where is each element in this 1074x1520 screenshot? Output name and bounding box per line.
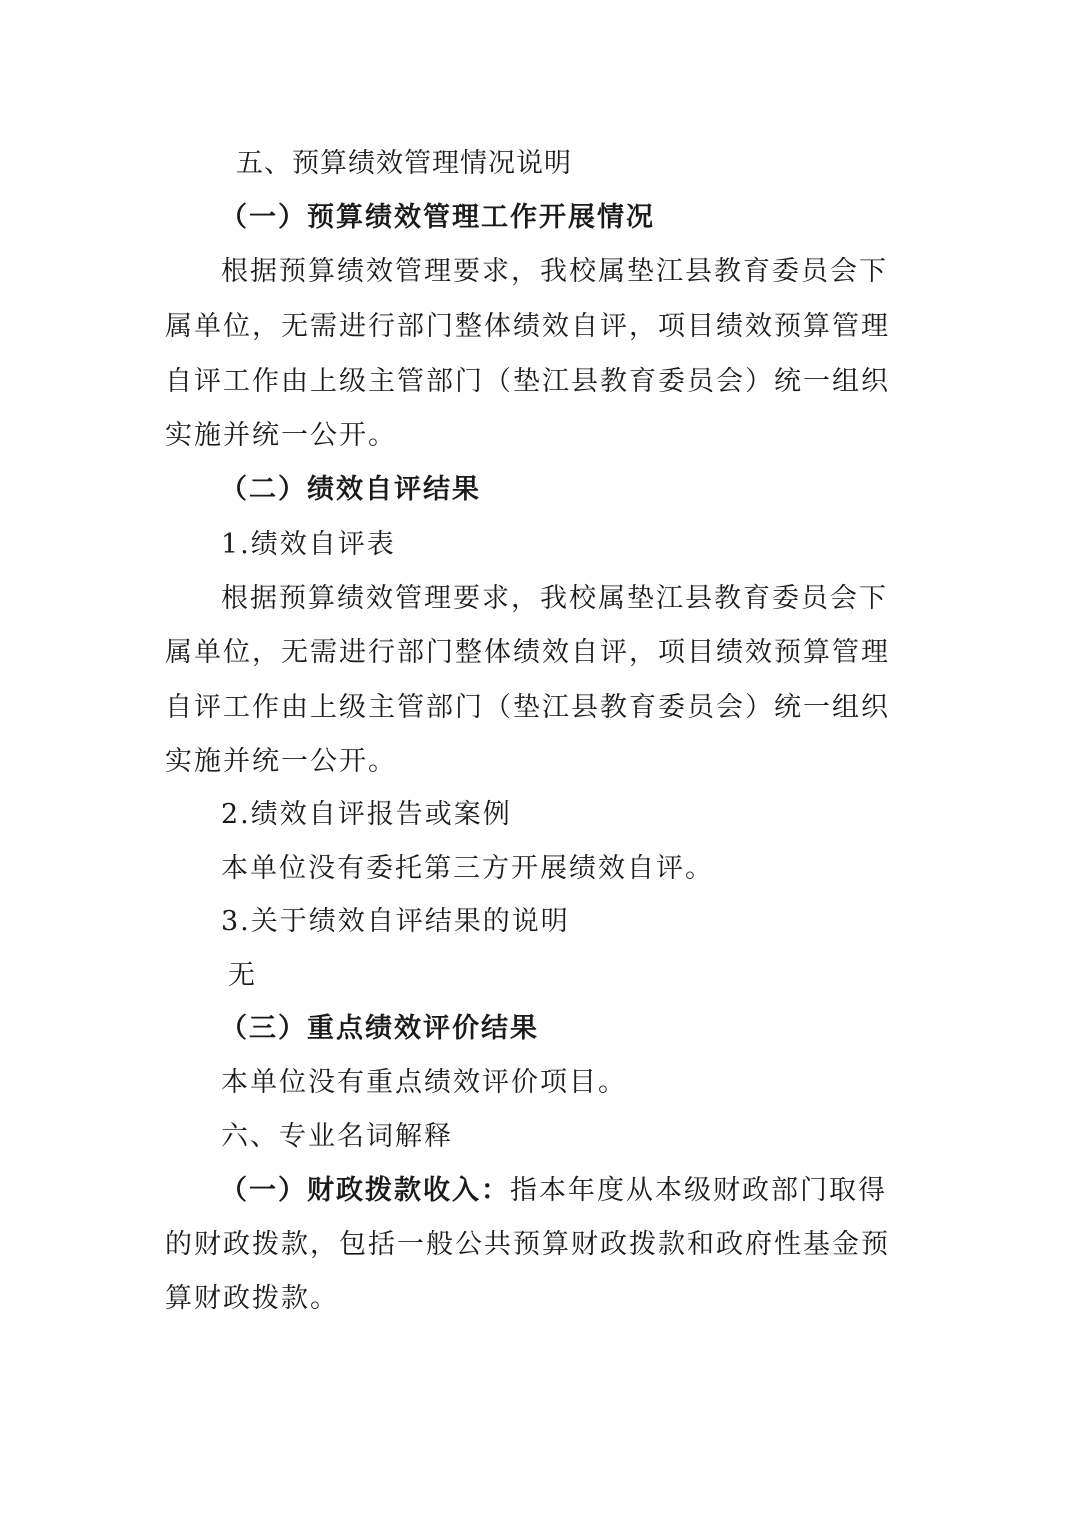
item1-para-line-2: 属单位，无需进行部门整体绩效自评，项目绩效预算管理 [165, 637, 890, 668]
item1-para-line-1: 根据预算绩效管理要求，我校属垫江县教育委员会下 [221, 583, 888, 614]
item3-text: 无 [228, 960, 257, 991]
term1-label: （一）财政拨款收入： [220, 1175, 510, 1206]
term1-line-3: 算财政拨款。 [165, 1283, 339, 1314]
item1-title: 1.绩效自评表 [221, 529, 396, 560]
sub1-para-line-1: 根据预算绩效管理要求，我校属垫江县教育委员会下 [221, 256, 888, 287]
sub1-title: （一）预算绩效管理工作开展情况 [220, 202, 655, 233]
term1-line-2: 的财政拨款，包括一般公共预算财政拨款和政府性基金预 [165, 1229, 890, 1260]
sub2-title: （二）绩效自评结果 [220, 474, 481, 505]
item1-para-line-3: 自评工作由上级主管部门（垫江县教育委员会）统一组织 [165, 692, 890, 723]
section5-title: 五、预算绩效管理情况说明 [236, 148, 572, 179]
sub1-para-line-3: 自评工作由上级主管部门（垫江县教育委员会）统一组织 [165, 366, 890, 397]
sub1-para-line-4: 实施并统一公开。 [165, 420, 397, 451]
section6-title: 六、专业名词解释 [221, 1121, 453, 1152]
item2-title: 2.绩效自评报告或案例 [221, 799, 512, 830]
item2-text: 本单位没有委托第三方开展绩效自评。 [221, 853, 714, 884]
sub3-text: 本单位没有重点绩效评价项目。 [221, 1067, 627, 1098]
sub3-title: （三）重点绩效评价结果 [220, 1013, 539, 1044]
term1-first-line [220, 1174, 887, 1208]
item3-title: 3.关于绩效自评结果的说明 [221, 906, 570, 937]
item1-para-line-4: 实施并统一公开。 [165, 746, 397, 777]
term1-text-first: 指本年度从本级财政部门取得 [510, 1175, 887, 1206]
sub1-para-line-2: 属单位，无需进行部门整体绩效自评，项目绩效预算管理 [165, 311, 890, 342]
